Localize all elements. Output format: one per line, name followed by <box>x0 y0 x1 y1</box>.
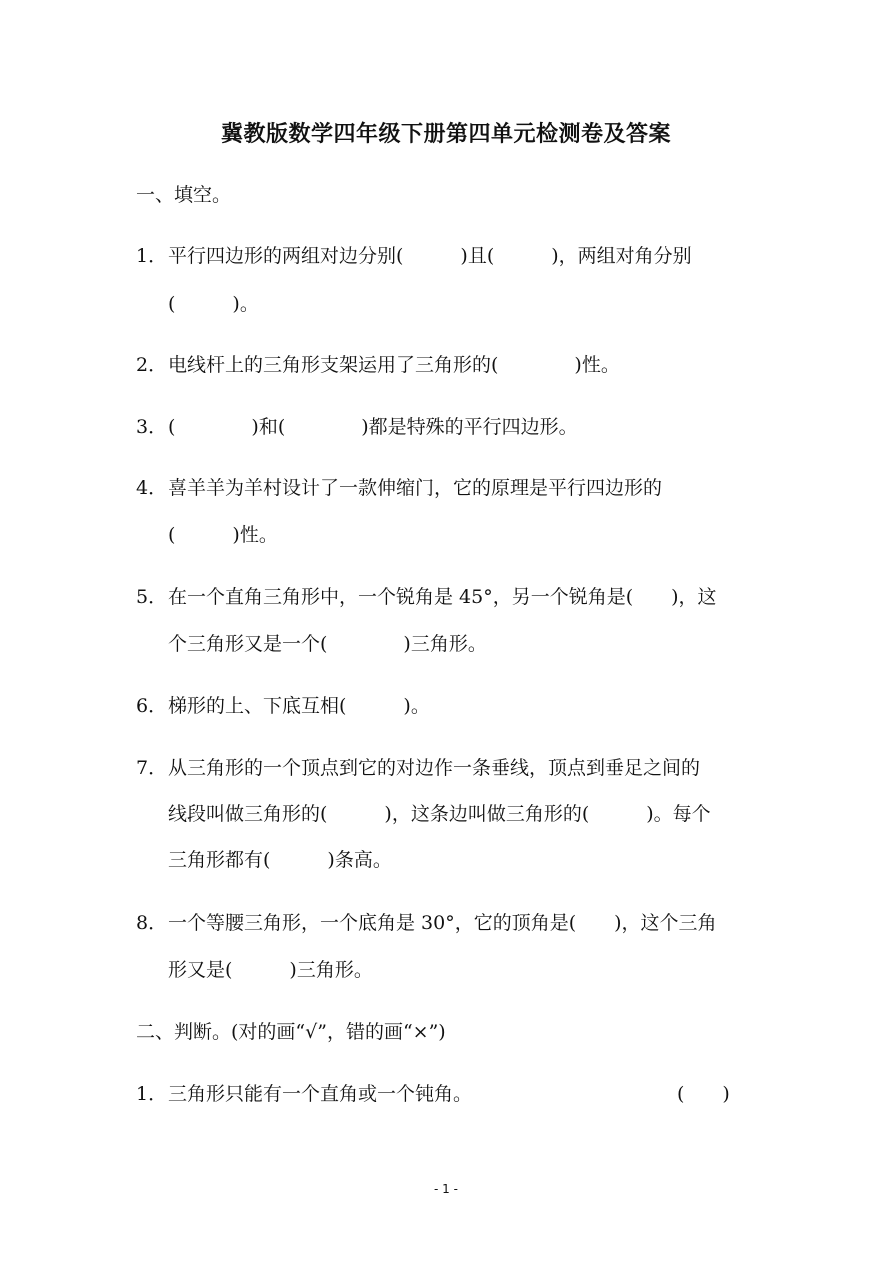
question-text: 梯形的上、下底互相( )。 <box>168 695 430 717</box>
question-number: 5． <box>136 586 168 608</box>
question-number: 1． <box>136 245 168 267</box>
question-text: ( )和( )都是特殊的平行四边形。 <box>168 416 578 438</box>
question-1-continuation: ( )。 <box>168 293 259 315</box>
question-2 <box>136 352 620 378</box>
section-1-heading: 一、填空。 <box>136 184 232 206</box>
question-8 <box>136 910 717 936</box>
question-7-continuation-2: 三角形都有( )条高。 <box>168 849 392 871</box>
question-text: 电线杆上的三角形支架运用了三角形的( )性。 <box>168 354 620 376</box>
question-3 <box>136 414 578 440</box>
question-text: 三角形只能有一个直角或一个钝角。 <box>168 1083 473 1105</box>
question-number: 6． <box>136 695 168 717</box>
page-number: - 1 - <box>434 1182 458 1196</box>
question-5-continuation: 个三角形又是一个( )三角形。 <box>168 633 487 655</box>
question-text: 从三角形的一个顶点到它的对边作一条垂线，顶点到垂足之间的 <box>168 757 701 779</box>
question-number: 8． <box>136 912 168 934</box>
question-8-continuation: 形又是( )三角形。 <box>168 959 373 981</box>
question-number: 4． <box>136 477 168 499</box>
question-number: 3． <box>136 416 168 438</box>
answer-parentheses: ( ) <box>677 1083 730 1105</box>
judgment-question-1 <box>136 1081 472 1107</box>
question-1 <box>136 243 692 269</box>
question-number: 1． <box>136 1083 168 1105</box>
question-text: 在一个直角三角形中，一个锐角是 45°，另一个锐角是( )，这 <box>168 586 717 608</box>
question-7 <box>136 755 700 781</box>
question-number: 2． <box>136 354 168 376</box>
question-number: 7． <box>136 757 168 779</box>
question-4 <box>136 475 662 501</box>
question-text: 喜羊羊为羊村设计了一款伸缩门，它的原理是平行四边形的 <box>168 477 663 499</box>
question-text: 一个等腰三角形，一个底角是 30°，它的顶角是( )，这个三角 <box>168 912 717 934</box>
section-2-heading: 二、判断。(对的画“√”，错的画“×”) <box>136 1021 446 1043</box>
question-6 <box>136 693 430 719</box>
question-5 <box>136 584 717 610</box>
question-4-continuation: ( )性。 <box>168 524 278 546</box>
question-7-continuation: 线段叫做三角形的( )，这条边叫做三角形的( )。每个 <box>168 803 711 825</box>
document-title: 冀教版数学四年级下册第四单元检测卷及答案 <box>220 122 671 147</box>
question-text: 平行四边形的两组对边分别( )且( )，两组对角分别 <box>168 245 692 267</box>
